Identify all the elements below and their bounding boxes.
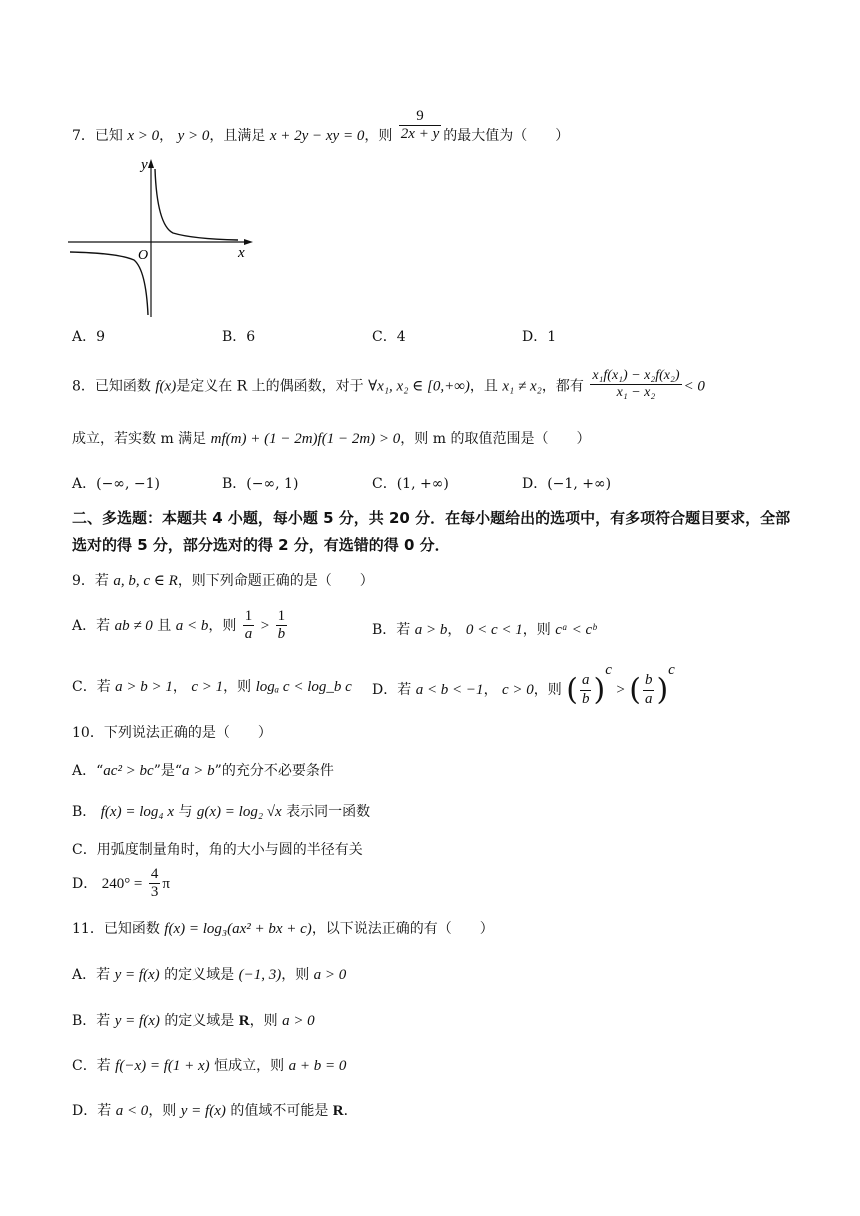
q11-a-text: 的定义域是 bbox=[164, 967, 235, 983]
q9-text: ，则下列命题正确的是（ ） bbox=[177, 573, 374, 589]
q8-fx: f(x) bbox=[155, 378, 177, 395]
q10-option-d[interactable] bbox=[72, 866, 170, 902]
frac-den: b bbox=[277, 626, 286, 643]
q10-b-math1: f(x) = log₄ x bbox=[100, 804, 174, 820]
q7-cond1: x > 0 bbox=[127, 127, 160, 144]
q9-a-frac1 bbox=[243, 608, 255, 644]
paren-close: ) bbox=[656, 672, 669, 708]
q11-d-text: ，则 bbox=[148, 1103, 177, 1119]
y-axis-arrow bbox=[148, 159, 154, 168]
x-axis-arrow bbox=[244, 239, 253, 245]
q9-b-text: ，则 bbox=[522, 622, 551, 638]
q10-a-math2: a > b bbox=[182, 763, 215, 779]
section-2-heading: 二、多选题：本题共 4 小题，每小题 5 分，共 20 分．在每小题给出的选项中，有多项符合题目要求，全部选对的得 5 分，部分选对的得 2 分，有选错的得 0 分． bbox=[72, 509, 791, 554]
q7-option-d[interactable]: D．1 bbox=[522, 329, 557, 345]
q11-a-text: ，则 bbox=[281, 967, 310, 983]
q11-text: 已知函数 bbox=[103, 921, 160, 937]
q11-d-text: D．若 bbox=[72, 1103, 112, 1119]
q7-hyperbola-graph bbox=[68, 155, 258, 320]
q9-b-text: ， bbox=[447, 622, 462, 638]
q9-a-gt: > bbox=[260, 617, 270, 634]
q9-b-cond1: a > b bbox=[414, 622, 448, 638]
q7-frac-den: 2x + y bbox=[400, 126, 440, 143]
q11-c-text: C．若 bbox=[72, 1058, 111, 1074]
q9-c-cond2: c > 1 bbox=[191, 679, 224, 695]
q10-b-math2: g(x) = log₂ √x bbox=[196, 804, 282, 820]
x-axis-label: x bbox=[238, 245, 245, 261]
q7-stem bbox=[72, 108, 570, 154]
q8-option-d[interactable]: D．(−1, +∞) bbox=[522, 476, 612, 492]
q9-d-text: ，则 bbox=[533, 682, 562, 698]
exp: c bbox=[668, 662, 675, 678]
pi-symbol: π bbox=[162, 875, 170, 892]
q9-b-cond2: 0 < c < 1 bbox=[465, 622, 523, 638]
curve-left bbox=[70, 252, 148, 315]
frac-num: a bbox=[580, 672, 592, 690]
q11-b-text: B．若 bbox=[72, 1013, 111, 1029]
q11-option-d[interactable] bbox=[72, 1100, 358, 1120]
q9-option-b[interactable] bbox=[372, 619, 596, 639]
q7-option-c[interactable]: C．4 bbox=[372, 329, 406, 345]
q10-d-frac bbox=[149, 866, 161, 902]
paren-open: ( bbox=[566, 672, 578, 708]
q7-text: ，则 bbox=[364, 127, 393, 144]
q9-d-gt: > bbox=[616, 682, 625, 698]
q11-c-result: a + b = 0 bbox=[288, 1058, 347, 1074]
q9-c-text: ，则 bbox=[223, 679, 252, 695]
q8-frac-num: x₁f(x₁) − x₂f(x₂) bbox=[590, 368, 681, 385]
q9-c-text: ， bbox=[172, 679, 187, 695]
curve-right bbox=[155, 169, 238, 240]
exp: c bbox=[605, 662, 612, 678]
q11-b-text: ，则 bbox=[249, 1013, 278, 1029]
q11-b-text: 的定义域是 bbox=[164, 1013, 235, 1029]
q10-d-text: D． bbox=[72, 875, 98, 892]
q8-option-b[interactable]: B．(−∞, 1) bbox=[222, 476, 299, 492]
frac-den: a bbox=[244, 626, 253, 643]
frac-den: 3 bbox=[150, 884, 159, 901]
frac-den: a bbox=[644, 690, 653, 707]
q7-text: ，且满足 bbox=[209, 127, 266, 144]
q9-c-result: logₐ c < log_b c bbox=[255, 679, 352, 695]
q11-d-text: ． bbox=[343, 1103, 358, 1119]
q9-d-text: D．若 bbox=[372, 682, 412, 698]
q9-option-d[interactable] bbox=[372, 662, 675, 708]
q11-b-result: a > 0 bbox=[282, 1013, 315, 1029]
q7-text: ， bbox=[159, 127, 174, 144]
q9-c-cond1: a > b > 1 bbox=[115, 679, 173, 695]
q7-equation: x + 2y − xy = 0 bbox=[269, 127, 365, 144]
frac-den: b bbox=[581, 690, 590, 707]
q10-b-text: B． bbox=[72, 804, 97, 820]
q11-stem bbox=[72, 918, 494, 938]
q8-option-a[interactable]: A．(−∞, −1) bbox=[72, 476, 160, 492]
q9-d-frac1 bbox=[580, 672, 592, 708]
q7-cond2: y > 0 bbox=[177, 127, 210, 144]
q11-d-math2: y = f(x) bbox=[180, 1103, 226, 1119]
q9-a-cond: ab ≠ 0 bbox=[114, 617, 153, 634]
q9-cond: a, b, c ∈ R bbox=[113, 573, 178, 589]
q7-number: 7． bbox=[72, 127, 95, 144]
q8-number: 8． bbox=[72, 378, 95, 395]
y-axis-label: y bbox=[141, 157, 148, 173]
frac-num: 4 bbox=[149, 866, 161, 884]
q8-line2 bbox=[72, 428, 590, 448]
q11-c-text: 恒成立，则 bbox=[214, 1058, 285, 1074]
q11-a-math1: y = f(x) bbox=[114, 967, 160, 983]
q9-text: 若 bbox=[94, 573, 109, 589]
q9-d-cond2: c > 0 bbox=[502, 682, 534, 698]
q8-inequality: mf(m) + (1 − 2m)f(1 − 2m) > 0 bbox=[210, 431, 401, 447]
q11-a-math2: (−1, 3) bbox=[238, 967, 282, 983]
q11-d-text: 的值域不可能是 bbox=[230, 1103, 329, 1119]
q7-option-a[interactable]: A．9 bbox=[72, 329, 106, 345]
q11-number: 11． bbox=[72, 921, 104, 937]
q9-a-frac2 bbox=[276, 608, 288, 644]
q8-option-c[interactable]: C．(1, +∞) bbox=[372, 476, 449, 492]
q10-b-text: 与 bbox=[178, 804, 193, 820]
q8-stem bbox=[72, 370, 705, 403]
q11-function: f(x) = log₃(ax² + bx + c) bbox=[164, 921, 312, 937]
q9-d-text: ， bbox=[483, 682, 498, 698]
q11-option-b[interactable] bbox=[72, 1010, 315, 1030]
q9-a-cond2: a < b bbox=[175, 617, 209, 634]
q9-d-frac2 bbox=[643, 672, 655, 708]
q11-text: ，以下说法正确的有（ ） bbox=[311, 921, 494, 937]
q9-d-cond1: a < b < −1 bbox=[415, 682, 484, 698]
q10-a-math1: ac² > bc bbox=[103, 763, 154, 779]
paren-open: ( bbox=[629, 672, 641, 708]
q9-stem bbox=[72, 570, 374, 590]
q8-text: ，都有 bbox=[541, 378, 584, 395]
frac-num: 1 bbox=[243, 608, 255, 626]
q7-text: 已知 bbox=[94, 127, 123, 144]
q8-lt0: < 0 bbox=[683, 378, 705, 395]
q8-neq: x₁ ≠ x₂ bbox=[502, 378, 542, 395]
q11-d-math1: a < 0 bbox=[115, 1103, 149, 1119]
q8-text: ，且 bbox=[469, 378, 498, 395]
q9-option-c[interactable] bbox=[72, 676, 352, 696]
q11-d-real-set: R bbox=[332, 1103, 344, 1119]
frac-num: 1 bbox=[276, 608, 288, 626]
q9-option-a[interactable] bbox=[72, 608, 289, 644]
q9-c-text: C．若 bbox=[72, 679, 111, 695]
q8-fraction bbox=[590, 368, 681, 401]
q9-number: 9． bbox=[72, 573, 95, 589]
q10-text: 下列说法正确的是（ ） bbox=[103, 725, 272, 741]
q11-c-math1: f(−x) = f(1 + x) bbox=[115, 1058, 210, 1074]
q8-forall: ∀x₁, x₂ ∈ [0,+∞) bbox=[368, 378, 470, 395]
q11-b-real-set: R bbox=[238, 1013, 250, 1029]
q11-option-c[interactable] bbox=[72, 1055, 346, 1075]
q9-a-text: A．若 bbox=[72, 617, 111, 634]
q11-a-result: a > 0 bbox=[313, 967, 347, 983]
q7-option-b[interactable]: B．6 bbox=[222, 329, 256, 345]
q11-b-math1: y = f(x) bbox=[114, 1013, 160, 1029]
q10-a-text: ”的充分不必要条件 bbox=[214, 763, 334, 779]
q11-option-a[interactable] bbox=[72, 964, 346, 984]
q11-a-text: A．若 bbox=[72, 967, 111, 983]
q10-a-text: ”是“ bbox=[153, 763, 183, 779]
paren-close: ) bbox=[593, 672, 606, 708]
q7-text: 的最大值为（ ） bbox=[443, 127, 570, 144]
q10-a-text: A．“ bbox=[72, 763, 104, 779]
q10-option-b[interactable] bbox=[72, 801, 370, 821]
q8-text: 成立，若实数 m 满足 bbox=[72, 431, 207, 447]
q8-text: 是定义在 R 上的偶函数，对于 bbox=[176, 378, 364, 395]
q9-b-result: cᵃ < cᵇ bbox=[555, 622, 597, 638]
origin-label: O bbox=[138, 248, 149, 263]
q10-option-c[interactable]: C．用弧度制量角时，角的大小与圆的半径有关 bbox=[72, 842, 363, 858]
q10-b-text: 表示同一函数 bbox=[286, 804, 371, 820]
frac-num: b bbox=[643, 672, 655, 690]
q7-frac-num: 9 bbox=[399, 108, 441, 126]
q10-option-a[interactable] bbox=[72, 760, 334, 780]
q9-a-text: ，则 bbox=[208, 617, 237, 634]
q8-frac-den: x₁ − x₂ bbox=[616, 385, 656, 401]
q8-text: 已知函数 bbox=[94, 378, 151, 395]
q10-stem bbox=[72, 722, 272, 742]
q10-number: 10． bbox=[72, 725, 104, 741]
q7-fraction bbox=[399, 108, 441, 144]
q9-b-text: B．若 bbox=[372, 622, 411, 638]
q8-text: ，则 m 的取值范围是（ ） bbox=[400, 431, 591, 447]
q10-d-math: 240° = bbox=[101, 875, 143, 892]
q9-a-text: 且 bbox=[157, 617, 172, 634]
